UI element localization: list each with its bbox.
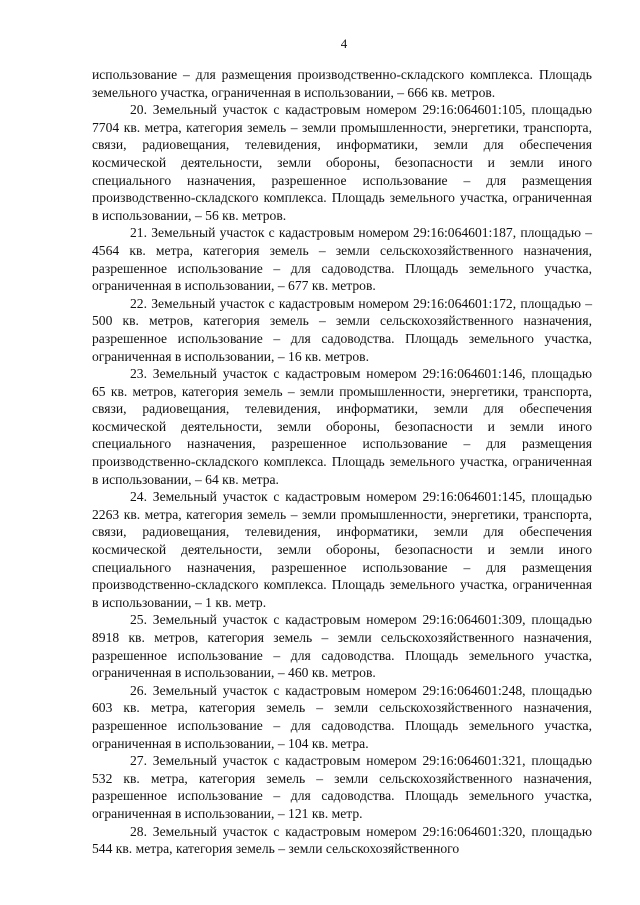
paragraph-item-20: 20. Земельный участок с кадастровым номером 29:16:064601:105, площадью 7704 кв. метра, категория земель – земли промышленности, энергетики, транспорта, связи, радиовещания, телевидения, информатики, земли для обеспечения космической деятельности, земли обороны, безопасности и земли иного специального назначения, разрешенное использование – для размещения производственно-складского комплекса. Площадь земельного участка, ограниченная в использовании, – 56 кв. метров.	[92, 102, 592, 223]
paragraph-item-25: 25. Земельный участок с кадастровым номером 29:16:064601:309, площадью 8918 кв. метров, категория земель – земли сельскохозяйственного назначения, разрешенное использование – для садоводства. Площадь земельного участка, ограниченная в использовании, – 460 кв. метров.	[92, 612, 592, 681]
paragraph-item-28: 28. Земельный участок с кадастровым номером 29:16:064601:320, площадью 544 кв. метра, категория земель – земли сельскохозяйственного	[92, 823, 592, 857]
paragraph-item-23: 23. Земельный участок с кадастровым номером 29:16:064601:146, площадью 65 кв. метров, категория земель – земли промышленности, энергетики, транспорта, связи, радиовещания, телевидения, информатики, земли для обеспечения космической деятельности, земли обороны, безопасности и земли иного специального назначения, разрешенное использование – для размещения производственно-складского комплекса. Площадь земельного участка, ограниченная в использовании, – 64 кв. метра.	[92, 366, 592, 487]
paragraph-item-24: 24. Земельный участок с кадастровым номером 29:16:064601:145, площадью 2263 кв. метра, категория земель – земли промышленности, энергетики, транспорта, связи, радиовещания, телевидения, информатики, земли для обеспечения космической деятельности, земли обороны, безопасности и земли иного специального назначения, разрешенное использование – для размещения производственно-складского комплекса. Площадь земельного участка, ограниченная в использовании, – 1 кв. метр.	[92, 489, 592, 610]
paragraph-item-21: 21. Земельный участок с кадастровым номером 29:16:064601:187, площадью – 4564 кв. метра, категория земель – земли сельскохозяйственного назначения, разрешенное использование – для садоводства. Площадь земельного участка, ограниченная в использовании, – 677 кв. метров.	[92, 225, 592, 294]
paragraph-item-27: 27. Земельный участок с кадастровым номером 29:16:064601:321, площадью 532 кв. метра, категория земель – земли сельскохозяйственного назначения, разрешенное использование – для садоводства. Площадь земельного участка, ограниченная в использовании, – 121 кв. метр.	[92, 753, 592, 821]
page-number: 4	[340, 36, 348, 51]
paragraph-item-22: 22. Земельный участок с кадастровым номером 29:16:064601:172, площадью – 500 кв. метров, категория земель – земли сельскохозяйственного назначения, разрешенное использование – для садоводства. Площадь земельного участка, ограниченная в использовании, – 16 кв. метров.	[92, 295, 592, 364]
paragraph-continuation: использование – для размещения производственно-складского комплекса. Площадь земельного участка, ограниченная в использовании, – 666 кв. метров.	[92, 67, 592, 100]
paragraph-item-26: 26. Земельный участок с кадастровым номером 29:16:064601:248, площадью 603 кв. метра, категория земель – земли сельскохозяйственного назначения, разрешенное использование – для садоводства. Площадь земельного участка, ограниченная в использовании, – 104 кв. метра.	[92, 682, 592, 751]
document-body	[92, 66, 592, 858]
